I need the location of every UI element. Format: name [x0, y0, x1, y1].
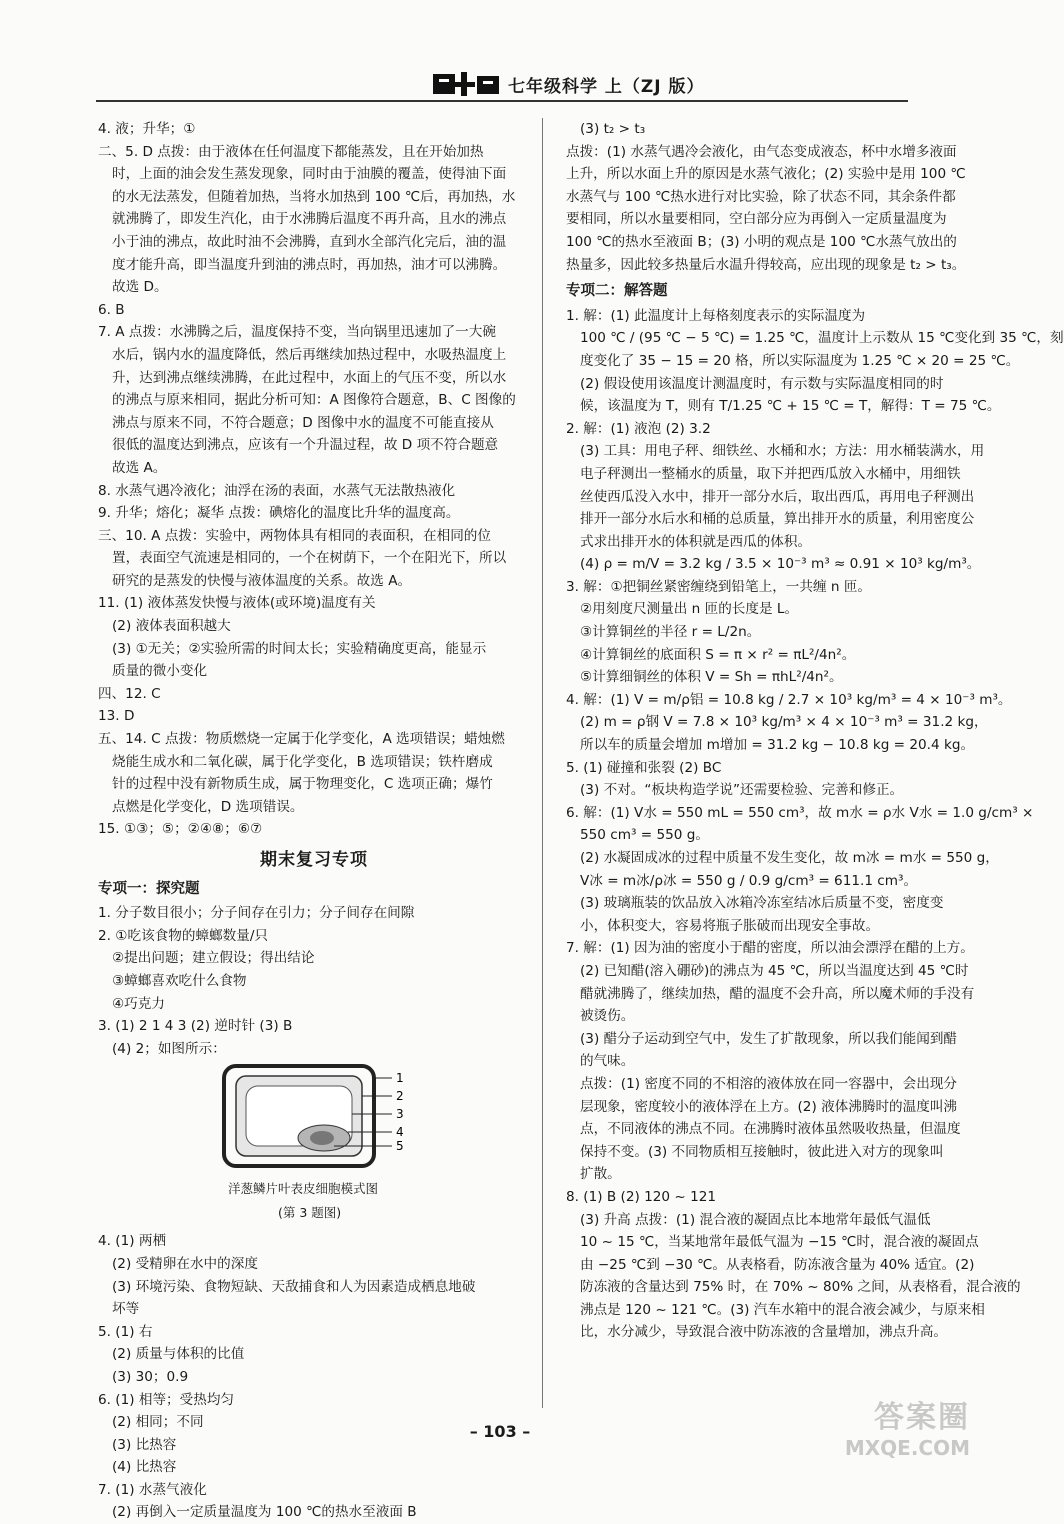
answer-line: 层现象，密度较小的液体浮在上方。(2) 液体沸腾时的温度叫沸	[580, 1098, 958, 1115]
answer-line: 11. (1) 液体蒸发快慢与液体(或环境)温度有关	[98, 595, 376, 612]
answer-line: ⑤计算细铜丝的体积 V = Sh = πhL²/4n²。	[580, 669, 843, 686]
answer-line: 8. (1) B (2) 120 ~ 121	[566, 1188, 717, 1205]
answer-line: 6. B	[98, 301, 125, 318]
column-divider	[542, 118, 543, 1408]
answer-line: 所以车的质量会增加 m增加 = 31.2 kg − 10.8 kg = 20.4 kg。	[580, 737, 975, 754]
fig-label-4: 4	[396, 1125, 404, 1140]
answer-line: 4. 解：(1) V = m/ρ铝 = 10.8 kg / 2.7 × 10³ kg/m³ = 4 × 10⁻³ m³。	[566, 691, 1012, 708]
right-column	[566, 118, 1064, 1344]
answer-line: 沸点与原来不同，不符合题意；D 图像中水的温度不可能直接从	[112, 414, 494, 431]
answer-line: (2) 液体表面积越大	[112, 618, 231, 635]
answer-line: 扩散。	[580, 1166, 621, 1183]
answer-line: 候，该温度为 T，则有 T/1.25 ℃ + 15 ℃ = T，解得：T = 75 ℃。	[580, 398, 1001, 415]
answer-line: 要相同，所以水量要相同，空白部分应为再倒入一定质量温度为	[566, 211, 947, 228]
answer-line: (2) 已知醋(溶入硼砂)的沸点为 45 ℃，所以当温度达到 45 ℃时	[580, 962, 969, 979]
answer-line: (2) 受精卵在水中的深度	[112, 1255, 258, 1272]
answer-line: 4. 液；升华；①	[98, 121, 196, 137]
answer-line: 就沸腾了，即发生汽化，由于水沸腾后温度不再升高，且水的沸点	[112, 211, 507, 228]
answer-line: 小，体积变大，容易将瓶子胀破而出现安全事故。	[580, 917, 880, 934]
right-answers-2	[566, 305, 1064, 1344]
answer-line: (4) 比热容	[112, 1459, 177, 1476]
answer-line: 被烫伤。	[580, 1008, 635, 1025]
answer-line: 5. (1) 右	[98, 1323, 153, 1340]
answer-line: 保持不变。(3) 不同物质相互接触时，彼此进入对方的现象叫	[580, 1143, 944, 1160]
answer-line: ④巧克力	[112, 995, 165, 1012]
answer-line: 质量的微小变化	[112, 663, 208, 680]
answer-line: 的水无法蒸发，但随着加热，当将水加热到 100 ℃后，再加热，水	[112, 188, 516, 205]
watermark-logo: 答案圈	[874, 1400, 970, 1435]
answer-line: 点拨：(1) 水蒸气遇冷会液化，由气态变成液态，杯中水增多液面	[566, 143, 957, 160]
answer-line: 式求出排开水的体积就是西瓜的体积。	[580, 533, 812, 550]
answer-line: 度变化了 35 − 15 = 20 格，所以实际温度为 1.25 ℃ × 20 = 25 ℃。	[580, 352, 1020, 369]
answer-line: 度才能升高，即当温度升到油的沸点时，再加热，油才可以沸腾。	[112, 256, 507, 273]
answer-line: 醋就沸腾了，继续加热，醋的温度不会升高，所以魔术师的手没有	[580, 985, 975, 1002]
answer-line: 1. 解：(1) 此温度计上每格刻度表示的实际温度为	[566, 307, 866, 324]
brand-logo-icon	[431, 70, 503, 98]
answer-line: ④计算铜丝的底面积 S = π × r² = πL²/4n²。	[580, 646, 856, 663]
answer-line: 2. 解：(1) 液泡 (2) 3.2	[566, 420, 711, 437]
page-header	[96, 70, 908, 98]
subsection-title-2: 专项二：解答题	[566, 283, 668, 300]
answer-line: 沸点是 120 ~ 121 ℃。(3) 汽车水箱中的混合液会减少，与原来相	[580, 1301, 985, 1318]
answer-line: 由 −25 ℃到 −30 ℃。从表格看，防冻液含量为 40% 适宜。(2)	[580, 1256, 975, 1273]
answer-line: (2) 再倒入一定质量温度为 100 ℃的热水至液面 B	[112, 1504, 417, 1521]
answer-line: 3. 解：①把铜丝紧密缠绕到铅笔上，一共缠 n 匝。	[566, 578, 872, 595]
right-answers	[566, 118, 1006, 276]
answer-line: 8. 水蒸气遇冷液化；油浮在汤的表面，水蒸气无法散热液化	[98, 482, 456, 499]
answer-line: 5. (1) 碰撞和张裂 (2) BC	[566, 759, 722, 776]
answer-line: 6. 解：(1) V水 = 550 mL = 550 cm³，故 m水 = ρ水 V水 = 1.0 g/cm³ ×	[566, 804, 1034, 821]
answer-line: 电子秤测出一整桶水的质量，取下并把西瓜放入水桶中，用细铁	[580, 465, 961, 482]
answer-line: 15. ①③；⑤；②④⑧；⑥⑦	[98, 821, 263, 838]
answer-line: V冰 = m冰/ρ冰 = 550 g / 0.9 g/cm³ = 611.1 cm³。	[580, 872, 918, 889]
answer-line: 100 ℃ / (95 ℃ − 5 ℃) = 1.25 ℃，温度计上示数从 15 ℃变化到 35 ℃，刻	[580, 330, 1064, 347]
answer-line: 针的过程中没有新物质生成，属于物理变化，C 选项正确；爆竹	[112, 776, 493, 793]
answer-line: 2. ①吃该食物的蟑螂数量/只	[98, 927, 268, 944]
answer-line: (3) 比热容	[112, 1436, 177, 1453]
answer-line: 烧能生成水和二氧化碳，属于化学变化，B 选项错误；铁杵磨成	[112, 753, 493, 770]
answer-line: ③蟑螂喜欢吃什么食物	[112, 972, 247, 989]
answer-line: 比，水分减少，导致混合液中防冻液的含量增加，沸点升高。	[580, 1324, 948, 1341]
answer-line: (3) 升高 点拨：(1) 混合液的凝固点比本地常年最低气温低	[580, 1211, 931, 1228]
answer-line: 三、10. A 点拨：实验中，两物体具有相同的表面积，在相同的位	[98, 527, 491, 544]
answer-line: 点燃是化学变化，D 选项错误。	[112, 798, 304, 815]
answer-line: 9. 升华；熔化；凝华 点拨：碘熔化的温度比升华的温度高。	[98, 505, 460, 522]
answer-line: 3. (1) 2 1 4 3 (2) 逆时针 (3) B	[98, 1018, 293, 1035]
answer-line: 7. 解：(1) 因为油的密度小于醋的密度，所以油会漂浮在醋的上方。	[566, 940, 974, 957]
answer-line: (3) t₂ > t₃	[580, 121, 646, 137]
fig-label-2: 2	[396, 1089, 404, 1104]
onion-cell-diagram	[216, 1060, 416, 1176]
answer-line: 的沸点与原来相同，据此分析可知：A 图像符合题意，B、C 图像的	[112, 392, 516, 409]
answer-line: (2) 相同；不同	[112, 1414, 204, 1431]
subsection-title-1: 专项一：探究题	[98, 880, 200, 897]
answer-line: 二、5. D 点拨：由于液体在任何温度下都能蒸发，且在开始加热	[98, 143, 484, 160]
answer-line: 7. A 点拨：水沸腾之后，温度保持不变，当向锅里迅速加了一大碗	[98, 324, 496, 341]
answer-line: 上升，所以水面上升的原因是水蒸气液化；(2) 实验中是用 100 ℃	[566, 166, 966, 183]
answer-line: (3) 环境污染、食物短缺、天敌捕食和人为因素造成栖息地破	[112, 1278, 476, 1295]
answer-line: 的气味。	[580, 1053, 635, 1070]
answer-line: 水蒸气与 100 ℃热水进行对比实验，除了状态不同，其余条件都	[566, 188, 956, 205]
answer-line: 4. (1) 两栖	[98, 1233, 167, 1250]
figure-caption: 洋葱鳞片叶表皮细胞模式图	[228, 1181, 379, 1197]
fig-label-5: 5	[396, 1139, 404, 1154]
answer-line: (4) 2；如图所示：	[112, 1040, 226, 1057]
left-column	[98, 118, 530, 1524]
answer-line: (3) 不对。“板块构造学说”还需要检验、完善和修正。	[580, 782, 904, 799]
answer-line: (2) 水凝固成冰的过程中质量不发生变化，故 m冰 = m水 = 550 g，	[580, 850, 999, 866]
answer-line: 1. 分子数目很小；分子间存在引力；分子间存在间隙	[98, 905, 415, 922]
answer-line: 550 cm³ = 550 g。	[580, 827, 709, 844]
answer-line: (2) 质量与体积的比值	[112, 1346, 245, 1363]
answer-line: (3) 玻璃瓶装的饮品放入冰箱冷冻室结冰后质量不变，密度变	[580, 895, 944, 912]
left-answers-3	[98, 1230, 530, 1524]
answer-line: 五、14. C 点拨：物质燃烧一定属于化学变化，A 选项错误；蜡烛燃	[98, 731, 505, 748]
answer-line: 防冻液的含量达到 75% 时，在 70% ~ 80% 之间，从表格看，混合液的	[580, 1279, 1021, 1296]
answer-line: 水后，锅内水的温度降低，然后再继续加热过程中，水吸热温度上	[112, 346, 507, 363]
answer-line: 研究的是蒸发的快慢与液体温度的关系。故选 A。	[112, 572, 412, 589]
answer-line: ②用刻度尺测量出 n 匝的长度是 L。	[580, 601, 799, 618]
cell-figure	[98, 1060, 530, 1230]
answer-line: 故选 D。	[112, 279, 168, 296]
left-answers-2	[98, 902, 530, 1060]
header-title: 七年级科学 上（ZJ 版）	[508, 77, 705, 97]
answer-line: 排开一部分水后水和桶的总质量，算出排开水的质量，利用密度公	[580, 511, 975, 528]
answer-line: ②提出问题；建立假设；得出结论	[112, 950, 315, 967]
answer-line: (3) ①无关；②实验所需的时间太长；实验精确度更高，能显示	[112, 640, 487, 657]
answer-line: (3) 醋分子运动到空气中，发生了扩散现象，所以我们能闻到醋	[580, 1030, 958, 1047]
fig-label-3: 3	[396, 1107, 404, 1122]
answer-line: 10 ~ 15 ℃，当某地常年最低气温为 −15 ℃时，混合液的凝固点	[580, 1234, 979, 1251]
answer-line: 6. (1) 相等；受热均匀	[98, 1391, 235, 1408]
answer-line: 热量多，因此较多热量后水温升得较高，应出现的现象是 t₂ > t₃。	[566, 256, 966, 273]
answer-line: 置，表面空气流速是相同的，一个在树荫下，一个在阳光下，所以	[112, 550, 507, 567]
answer-line: ③计算铜丝的半径 r = L/2n。	[580, 624, 761, 641]
fig-label-1: 1	[396, 1071, 404, 1086]
header-rule	[96, 100, 908, 102]
answer-line: 小于油的沸点，故此时油不会沸腾，直到水全部汽化完后，油的温	[112, 233, 507, 250]
answer-line: 点，不同液体的沸点不同。在沸腾时液体虽然吸收热量，但温度	[580, 1121, 961, 1138]
answer-line: (2) m = ρ钢 V = 7.8 × 10³ kg/m³ × 4 × 10⁻³ m³ = 31.2 kg，	[580, 714, 988, 731]
answer-line: 丝使西瓜没入水中，排开一部分水后，取出西瓜，再用电子秤测出	[580, 488, 975, 505]
section-title: 期末复习专项	[260, 850, 368, 870]
answer-line: 升，达到沸点继续沸腾，在此过程中，水面上的气压不变，所以水	[112, 369, 507, 386]
answer-line: 很低的温度达到沸点，应该有一个升温过程，故 D 项不符合题意	[112, 437, 499, 454]
figure-number: (第 3 题图)	[278, 1205, 342, 1221]
answer-line: 100 ℃的热水至液面 B；(3) 小明的观点是 100 ℃水蒸气放出的	[566, 233, 957, 250]
answer-line: (3) 工具：用电子秤、细铁丝、水桶和水；方法：用水桶装满水，用	[580, 443, 985, 460]
answer-line: (2) 假设使用该温度计测温度时，有示数与实际温度相同的时	[580, 375, 944, 392]
answer-line: 时，上面的油会发生蒸发现象，同时由于油膜的覆盖，使得油下面	[112, 166, 507, 183]
answer-line: (3) 30；0.9	[112, 1368, 189, 1385]
answer-line: 13. D	[98, 708, 135, 725]
watermark-url: MXQE.COM	[844, 1436, 970, 1460]
left-answers	[98, 118, 530, 841]
answer-line: 7. (1) 水蒸气液化	[98, 1481, 207, 1498]
answer-line: (4) ρ = m/V = 3.2 kg / 3.5 × 10⁻³ m³ ≈ 0.91 × 10³ kg/m³。	[580, 556, 981, 573]
answer-line: 坏等	[112, 1301, 140, 1318]
answer-line: 四、12. C	[98, 685, 161, 702]
page-number: – 103 –	[469, 1422, 531, 1441]
answer-line: 点拨：(1) 密度不同的不相溶的液体放在同一容器中，会出现分	[580, 1075, 958, 1092]
answer-line: 故选 A。	[112, 459, 167, 476]
